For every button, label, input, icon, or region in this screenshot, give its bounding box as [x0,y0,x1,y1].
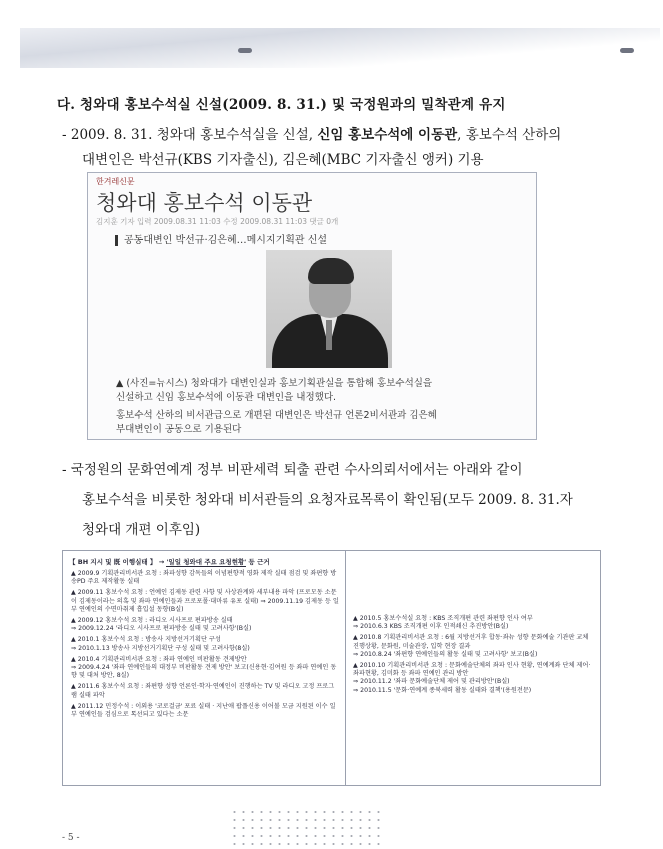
table-divider [345,551,346,785]
table-item: ▲ 2009.9 기획관리비서관 요청 : 좌파성향 감독들의 이념편향적 영화 제작 실태 점검 및 좌편향 방송PD 주요 제작활동 실태 [71,570,337,586]
article-caption [116,377,516,437]
para1-bold: 신임 홍보수석에 이동관 [317,127,458,143]
table-item: ⇒ 2009.12.24 '라디오 시사프로 편파방송 실태 및 고려사항'(B실) [71,625,252,633]
table-item: ▲ 2010.8 기획관리비서관 요청 : 6월 지방선거후 합동·좌뉴 성향 문화예술 기관판 교체 진행상황, 문화원, 미술관장, 입학 현장 결과 [353,634,589,650]
page-number: - 5 - [62,833,80,843]
table-item: ▲ 2010.1 홍보수석 요청 : 방송사 지방선거기획단 구성 [71,636,221,644]
table-item: ▲ 2009.12 홍보수석 요청 : 라디오 시사프로 편파방송 실태 [71,617,233,625]
scan-shadow-band [20,28,660,68]
photo-tie [326,320,332,350]
table-item: ⇒ 2010.11.2 '좌파 문화예술단체 제어 및 관리방안'(B실) [353,678,510,686]
caption-line: ▲ (사진=뉴시스) 청와대가 대변인실과 홍보기획관실을 통합해 홍보수석실을 [116,378,433,389]
table-item: ⇒ 2010.1.13 방송사 지방선거기획단 구성 실태 및 고려사항(8실) [71,644,250,652]
table-title-arrow: → [158,558,167,566]
caption-line: 신설하고 신임 홍보수석에 이동관 대변인을 내정했다. [116,392,337,403]
table-item: ▲ 2010.4 기획관리비서관 요청 : 좌파 연예인 비판활동 견제방안 [71,655,247,663]
request-list-table [62,550,601,786]
photo-hair [308,258,354,284]
paragraph-1-line-2: 대변인은 박선규(KBS 기자출신), 김은혜(MBC 기자출신 앵커) 기용 [82,152,484,168]
table-item: ▲ 2010.5 홍보수석실 요청 : KBS 조직개편 관련 좌편향 인사 여부 [353,615,533,622]
table-item: ⇒ 2009.4.24 '좌파 연예인들의 대정부 비판활동 견제 방안' 보고(신용현·김여원 등 좌파 연예인 동향 및 대처 방안, 8실) [71,664,337,680]
article-subtitle: 공동대변인 박선규·김은혜…메시지기획관 신설 [115,235,327,246]
table-item: ▲ 2009.11 홍보수석 요청 : 언예인 김제동 관련 사항 및 사상관계와 세부내용 파악 (프로모동 소문이 김제동이라는 의혹 및 좌파 연예인들과 프로포폴·대마류 유포 실태) ⇒ 2009.11.19 김제동 등 일부 연예인의 수면마취제 흡입설 동향(B실) [71,589,339,613]
table-title-bracket: 【 BH 지시 및 既 이행실태 】 [69,558,157,566]
table-item: ⇒ 2010.11.5 '문화·연예계 종북세력 활동 실태와 결책'(용원전문) [353,686,532,694]
para1-text-b: , 홍보수석 산하의 [457,127,562,143]
paragraph-2-line-2: 홍보수석을 비롯한 청와대 비서관들의 요청자료목록이 확인됨(모두 2009. 8. 31.자 [82,492,573,508]
table-title [69,557,270,566]
table-item: ▲ 2011.6 홍보수석 요청 : 좌편향 성향 언론인·학자·연예인이 진행하는 TV 및 라디오 고정 프로그램 실태 파악 [71,683,335,699]
portrait-photo [266,250,392,368]
scan-mark [620,48,634,53]
paragraph-2-line-1: - 국정원의 문화연예계 정부 비판세력 퇴출 관련 수사의뢰서에서는 아래와 같이 [62,462,523,478]
para1-text-a: - 2009. 8. 31. 청와대 홍보수석실을 신설, [62,127,318,143]
caption-line: 부대변인이 공동으로 기용된다 [116,424,242,435]
table-title-quote: '일일 청와대 주요 요청현황' [166,558,247,566]
table-title-tail: 등 근거 [246,558,270,566]
table-item: ▲ 2010.10 기획관리비서관 요청 : 문화예술단체의 좌파 인사 현황, 연예계좌 단체 제어·좌파현황, 김미화 등 좌파 연예인 관리 방안 [353,662,591,678]
paragraph-1-line-1 [62,123,561,143]
caption-line: 홍보수석 산하의 비서관급으로 개편된 대변인은 박선규 언론2비서관과 김은혜 [116,410,437,421]
table-item: ▲ 2011.12 민정수석 : 이외용 '코로걸금' 포료 실태 · 지난애 팝플신용 이어볼 모금 지원된 이수 일부 연예인들 검심으로 톡선되고 있다는 소문 [71,702,336,719]
article-meta: 김지훈 기자 입력 2009.08.31 11:03 수정 2009.08.31 11:03 댓글 0개 [96,217,339,226]
table-left-column [71,570,339,719]
article-title: 청와대 홍보수석 이동관 [96,191,313,215]
paragraph-2-line-3: 청와대 개편 이후임) [82,522,201,538]
table-right-column [353,615,591,695]
scan-mark [238,48,252,53]
scan-dot-pattern [230,808,380,848]
section-heading: 다. 청와대 홍보수석실 신설(2009. 8. 31.) 및 국정원과의 밀착관계 유지 [57,97,506,113]
table-item: ⇒ 2010.6.3 KBS 조직개편 이후 인적쇄신 추진방안(B실) [353,623,509,631]
table-item: ⇒ 2010.8.24 '좌편향 연예인들의 활동 실태 및 고려사항' 보고(B실) [353,650,538,658]
article-source: 한겨레신문 [96,177,135,186]
news-article-clipping [87,172,537,440]
